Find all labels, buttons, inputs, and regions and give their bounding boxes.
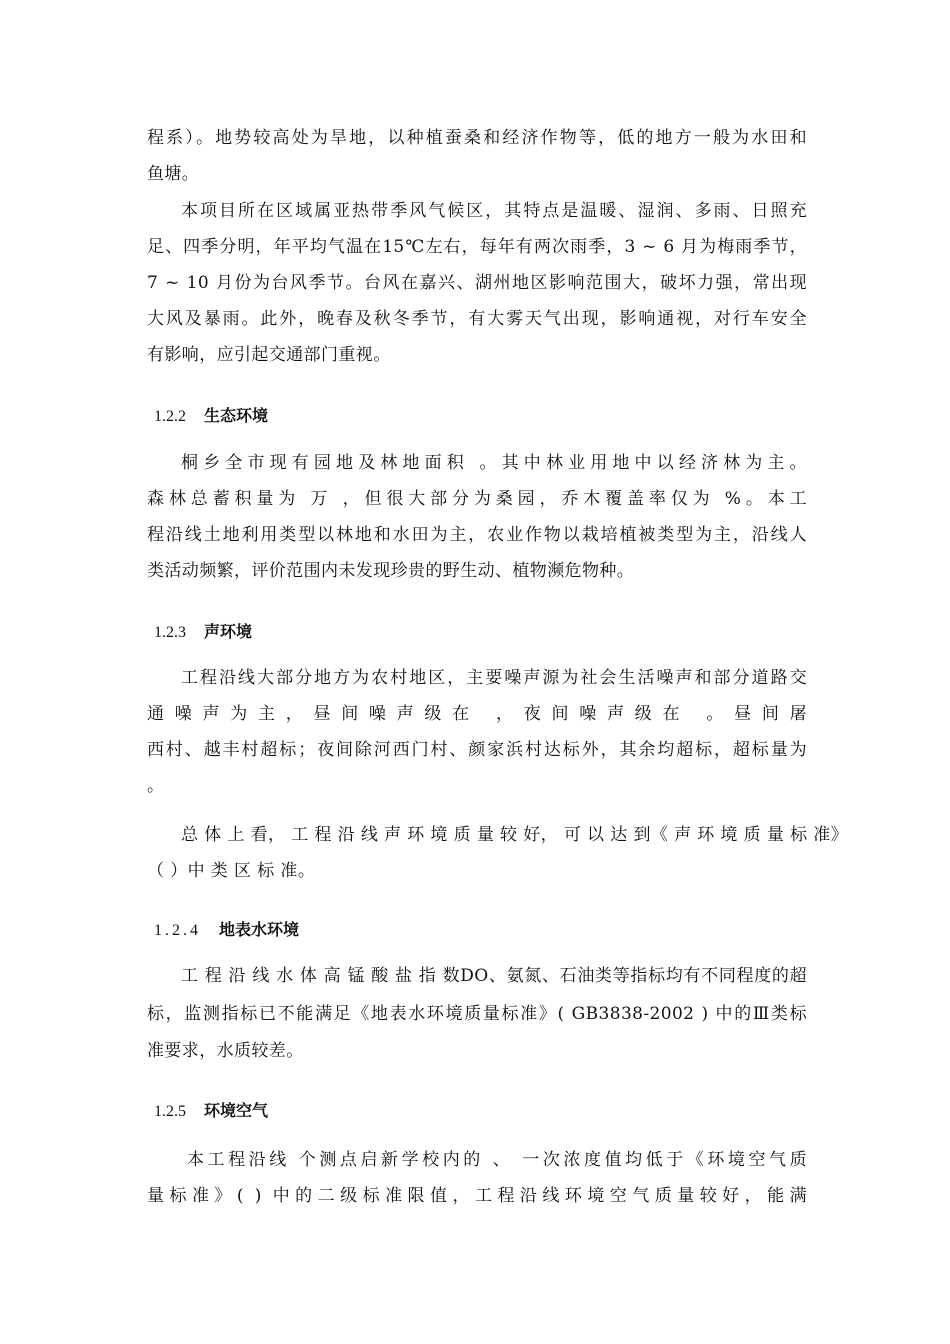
paragraph-water-line: 工 程 沿 线 水 体 高 锰 酸 盐 指 数DO、氨氮、石油类等指标均有不同程度的超 — [181, 966, 807, 986]
paragraph-noise-line: 。 — [147, 776, 165, 796]
paragraph-water-line: 标，监测指标已不能满足《地表水环境质量标准》( GB3838-2002 ) 中的Ⅲ类标 — [147, 1004, 807, 1024]
section-number: 1.2.5 — [154, 1103, 186, 1120]
section-number: 1.2.4 — [154, 922, 201, 939]
section-heading-1-2-5 — [154, 1101, 268, 1122]
paragraph-climate-line: 本项目所在区域属亚热带季风气候区，其特点是温暖、湿润、多雨、日照充 — [181, 201, 807, 221]
paragraph-ecology-line: 森林总蓄积量为 万 ，但很大部分为桑园，乔木覆盖率仅为 %。本工 — [147, 489, 807, 509]
paragraph-noise-summary-line: （ ）中 类 区 标 准。 — [147, 861, 316, 881]
section-title: 环境空气 — [204, 1101, 269, 1120]
paragraph-ecology-line: 类活动频繁，评价范围内未发现珍贵的野生动、植物濒危物种。 — [147, 561, 635, 581]
section-heading-1-2-3 — [154, 622, 252, 643]
paragraph-noise-line: 工程沿线大部分地方为农村地区，主要噪声源为社会生活噪声和部分道路交 — [181, 668, 807, 688]
paragraph-climate-line: 大风及暴雨。此外，晚春及秋冬季节，有大雾天气出现，影响通视，对行车安全 — [147, 309, 807, 329]
paragraph-climate-line: 足、四季分明，年平均气温在15℃左右，每年有两次雨季，3 ~ 6 月为梅雨季节， — [147, 237, 807, 257]
paragraph-air-line: 量标准》( ) 中的二级标准限值，工程沿线环境空气质量较好，能满 — [147, 1186, 807, 1206]
paragraph-noise-summary-line: 总 体 上 看， 工 程 沿 线 声 环 境 质 量 较 好， 可 以 达 到《 声 环 境 质 量 标 准》 — [181, 825, 849, 845]
paragraph-ecology-line: 桐乡全市现有园地及林地面积 。其中林业用地中以经济林为主。 — [181, 453, 807, 473]
section-number: 1.2.2 — [154, 408, 186, 425]
paragraph-water-line: 准要求，水质较差。 — [147, 1041, 304, 1061]
section-number: 1.2.3 — [154, 624, 186, 641]
paragraph-noise-line: 通噪声为主，昼间噪声级在 ，夜间噪声级在 。昼间屠 — [147, 704, 807, 724]
section-title: 地表水环境 — [219, 920, 300, 939]
paragraph-noise-line: 西村、越丰村超标；夜间除河西门村、颜家浜村达标外，其余均超标，超标量为 — [147, 740, 807, 760]
paragraph-air-line: 本工程沿线 个测点启新学校内的 、 一次浓度值均低于《环境空气质 — [187, 1150, 807, 1170]
section-title: 声环境 — [204, 622, 253, 641]
section-heading-1-2-4 — [154, 920, 299, 941]
section-heading-1-2-2 — [154, 406, 268, 427]
section-title: 生态环境 — [204, 406, 269, 425]
paragraph-climate-line: 7 ~ 10 月份为台风季节。台风在嘉兴、湖州地区影响范围大，破坏力强，常出现 — [147, 273, 807, 293]
paragraph-ecology-line: 程沿线土地利用类型以林地和水田为主，农业作物以栽培植被类型为主，沿线人 — [147, 525, 807, 545]
paragraph-terrain-line: 鱼塘。 — [147, 164, 200, 184]
paragraph-terrain-line: 程系）。地势较高处为旱地，以种植蚕桑和经济作物等，低的地方一般为水田和 — [147, 128, 807, 148]
paragraph-climate-line: 有影响，应引起交通部门重视。 — [147, 345, 391, 365]
